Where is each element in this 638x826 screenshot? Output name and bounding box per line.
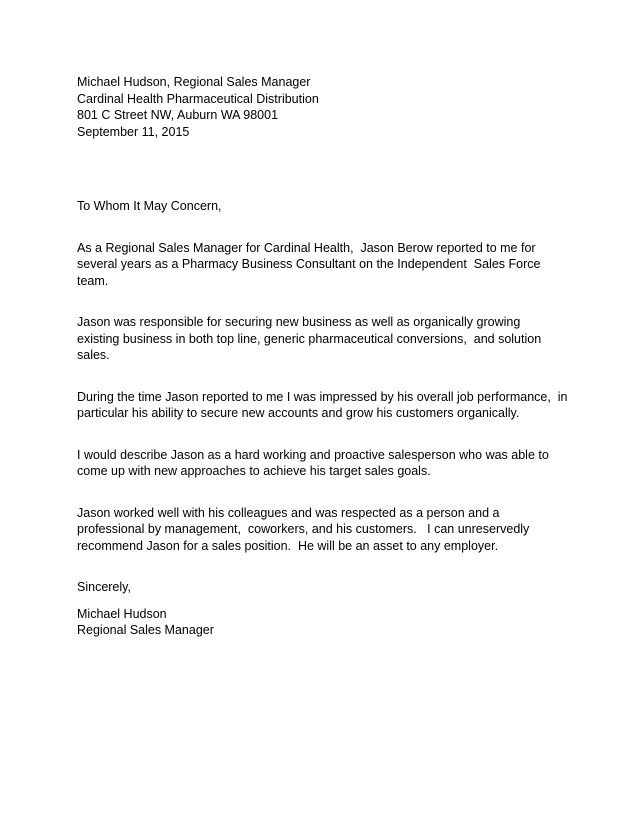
sender-name-title: Michael Hudson, Regional Sales Manager [77, 75, 311, 89]
signature-block [77, 606, 577, 639]
closing-text: Sincerely, [77, 580, 131, 594]
paragraph-line: Jason worked well with his colleagues and was respected as a person and a [77, 505, 500, 520]
salutation-text: To Whom It May Concern, [77, 199, 222, 213]
signature-title: Regional Sales Manager [77, 623, 214, 637]
paragraph-line: professional by management, coworkers, and his customers. I can unreservedly [77, 522, 530, 536]
sender-address-block [77, 74, 577, 140]
paragraph-line: particular his ability to secure new accounts and grow his customers organically. [77, 406, 520, 420]
paragraph-introduction [77, 240, 577, 290]
paragraph-line: As a Regional Sales Manager for Cardinal Health, Jason Berow reported to me for [77, 240, 536, 255]
paragraph-line: several years as a Pharmacy Business Consultant on the Independent Sales Force [77, 257, 541, 271]
closing [77, 579, 577, 596]
paragraph-line: I would describe Jason as a hard working and proactive salesperson who was able to [77, 447, 549, 462]
salutation [77, 198, 577, 215]
paragraph-line: existing business in both top line, generic pharmaceutical conversions, and solution [77, 331, 542, 346]
paragraph-line: come up with new approaches to achieve his target sales goals. [77, 464, 431, 478]
paragraph-line: recommend Jason for a sales position. He will be an asset to any employer. [77, 538, 499, 553]
paragraph-performance [77, 389, 577, 422]
paragraph-description [77, 447, 577, 480]
paragraph-line: During the time Jason reported to me I was impressed by his overall job performance, in [77, 389, 568, 404]
paragraph-recommendation [77, 505, 577, 555]
signature-name: Michael Hudson [77, 606, 167, 621]
letter-date: September 11, 2015 [77, 124, 190, 139]
paragraph-responsibilities [77, 314, 577, 364]
paragraph-line: team. [77, 273, 109, 288]
paragraph-line: Jason was responsible for securing new business as well as organically growing [77, 315, 521, 329]
sender-company: Cardinal Health Pharmaceutical Distribution [77, 91, 319, 106]
paragraph-line: sales. [77, 348, 110, 362]
letter-body [77, 74, 577, 639]
sender-street-address: 801 C Street NW, Auburn WA 98001 [77, 108, 279, 122]
